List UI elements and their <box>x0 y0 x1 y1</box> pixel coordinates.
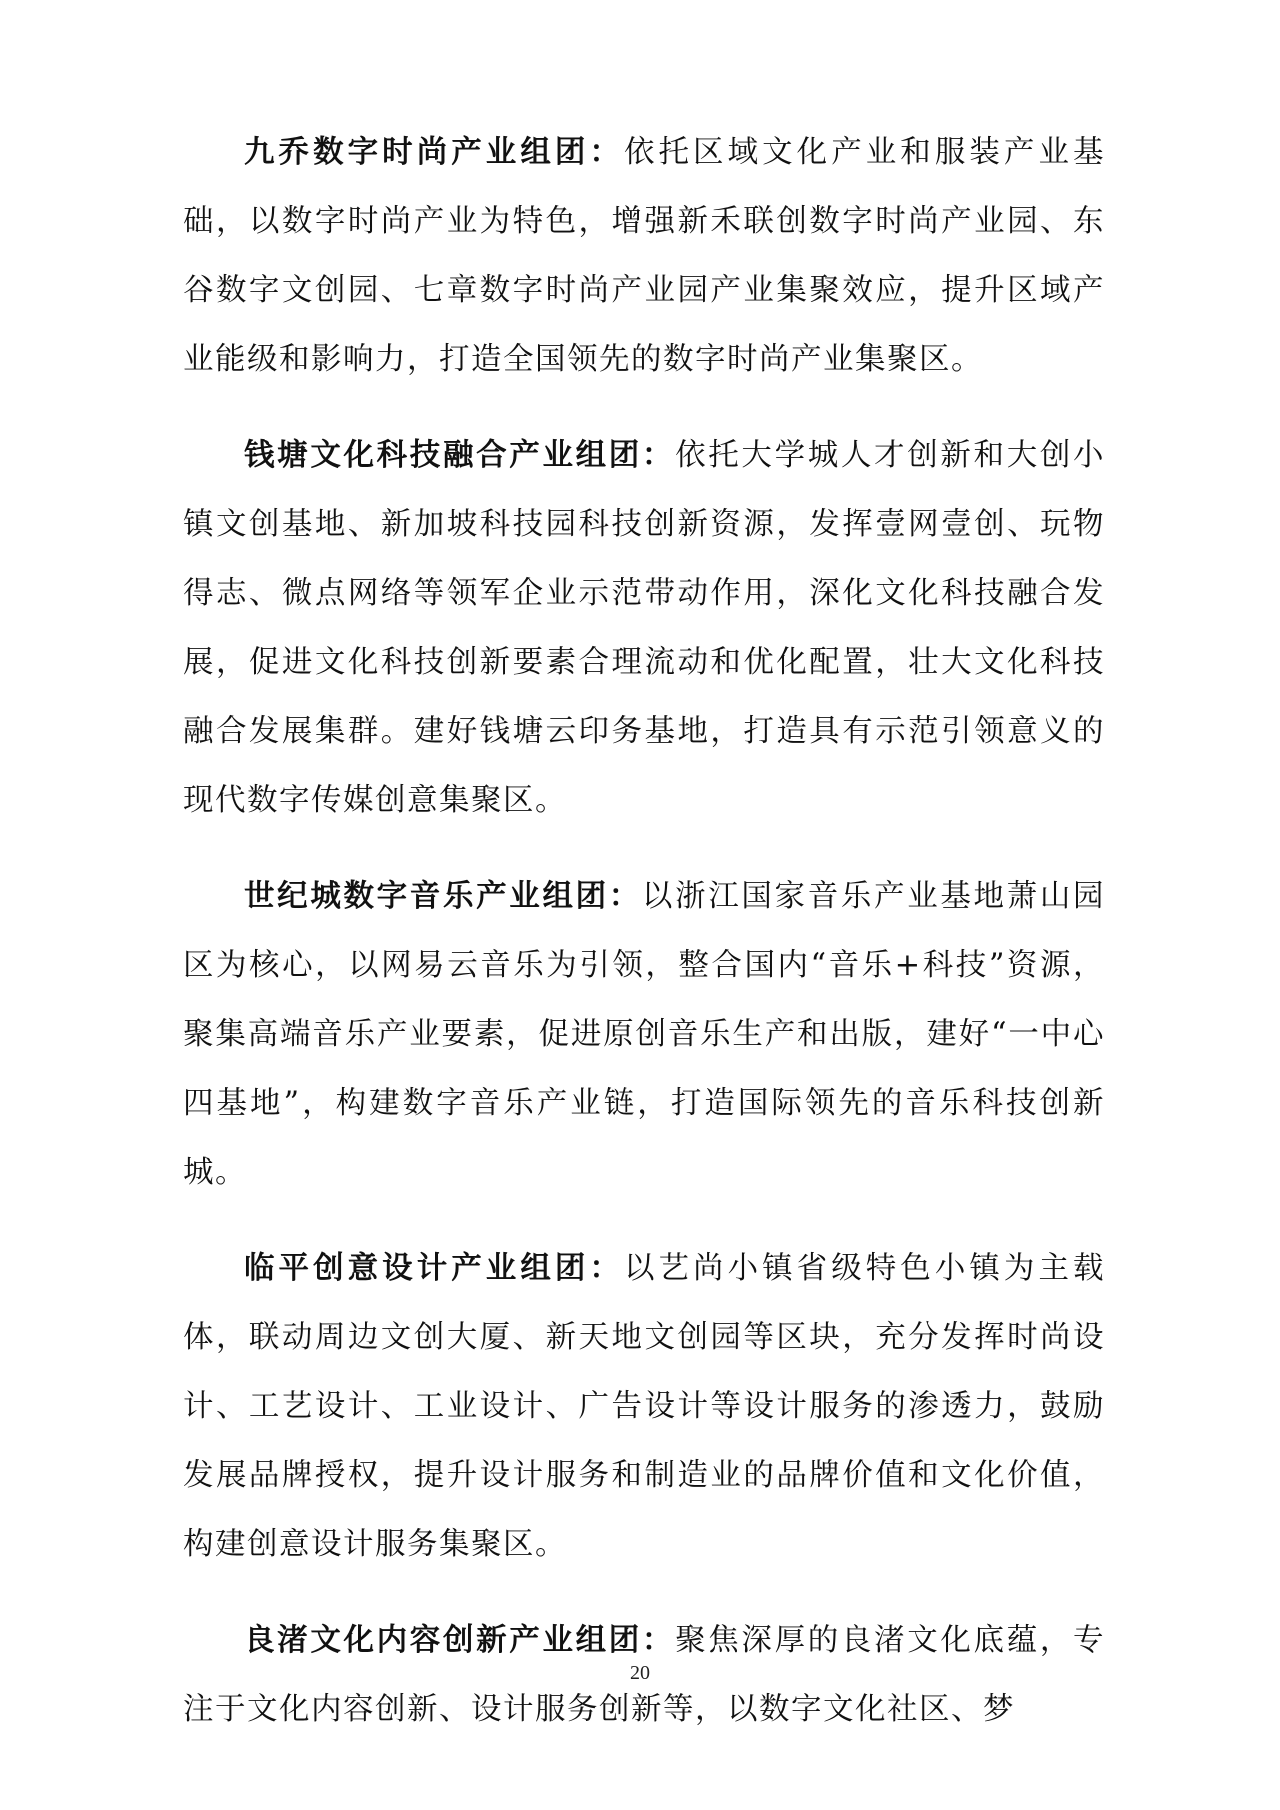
paragraph-shijicheng <box>183 862 1105 1207</box>
paragraph-heading: 良渚文化内容创新产业组团： <box>244 1622 676 1658</box>
page-number: 20 <box>630 1662 650 1684</box>
paragraph-qiantang <box>183 421 1105 835</box>
paragraph-jiuqiao <box>183 118 1105 394</box>
paragraph-text: 依托大学城人才创新和大创小镇文创基地、新加坡科技园科技创新资源，发挥壹网壹创、玩物得志、微点网络等领军企业示范带动作用，深化文化科技融合发展，促进文化科技创新要素合理流动和优化配置，壮大文化科技融合发展集群。建好钱塘云印务基地，打造具有示范引领意义的现代数字传媒创意集聚区。 <box>183 438 1106 818</box>
document-body <box>183 118 1105 1771</box>
paragraph-text: 以艺尚小镇省级特色小镇为主载体，联动周边文创大厦、新天地文创园等区块，充分发挥时尚设计、工艺设计、工业设计、广告设计等设计服务的渗透力，鼓励发展品牌授权，提升设计服务和制造业的品牌价值和文化价值，构建创意设计服务集聚区。 <box>183 1251 1106 1562</box>
paragraph-heading: 钱塘文化科技融合产业组团： <box>244 437 676 473</box>
paragraph-text: 依托区域文化产业和服装产业基础，以数字时尚产业为特色，增强新禾联创数字时尚产业园、东谷数字文创园、七章数字时尚产业园产业集聚效应，提升区域产业能级和影响力，打造全国领先的数字时尚产业集聚区。 <box>183 135 1106 377</box>
paragraph-heading: 临平创意设计产业组团： <box>244 1250 624 1286</box>
paragraph-heading: 世纪城数字音乐产业组团： <box>244 878 642 914</box>
paragraph-text: 以浙江国家音乐产业基地萧山园区为核心，以网易云音乐为引领，整合国内“音乐+科技”资源，聚集高端音乐产业要素，促进原创音乐生产和出版，建好“一中心四基地”，构建数字音乐产业链，打造国际领先的音乐科技创新城。 <box>183 879 1106 1190</box>
paragraph-linping <box>183 1234 1105 1579</box>
paragraph-text: 聚焦深厚的良渚文化底蕴，专注于文化内容创新、设计服务创新等，以数字文化社区、梦 <box>183 1623 1106 1727</box>
paragraph-heading: 九乔数字时尚产业组团： <box>244 134 624 170</box>
